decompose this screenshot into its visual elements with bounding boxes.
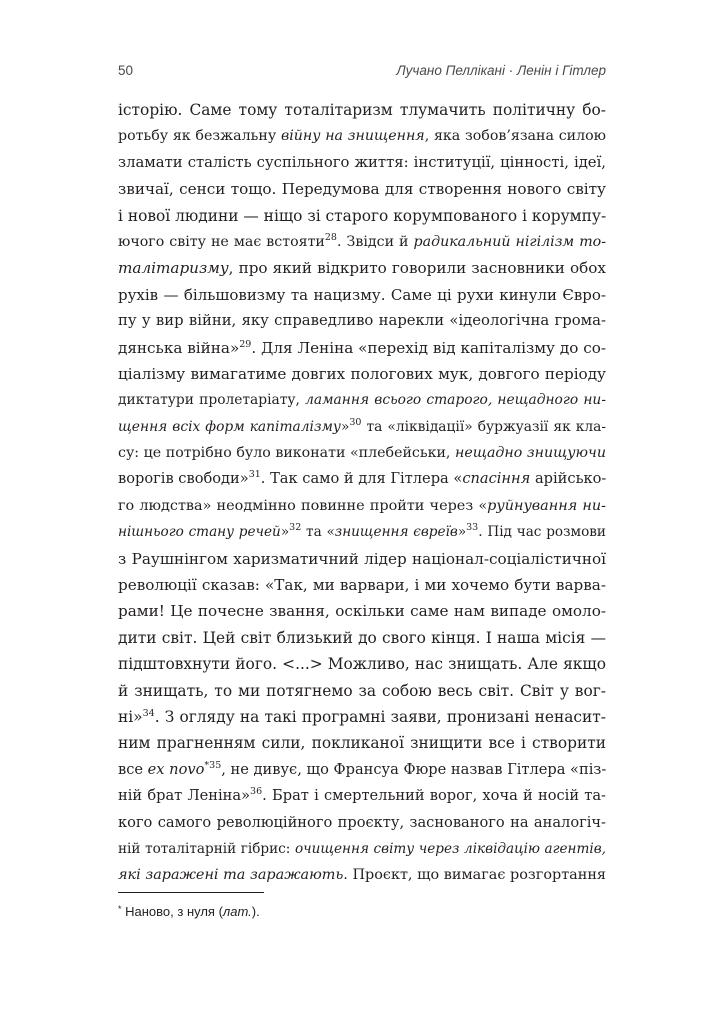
text-line [118,255,606,281]
footnote-reference: 30 [349,416,362,428]
text-line [118,440,606,466]
text-run: ній брат Леніна» [118,787,251,805]
text-line [118,203,606,229]
text-line [118,862,606,888]
text-run: ворогів свободи» [118,470,249,488]
text-run: зламати сталість суспільного життя: інституції, цінності, ідеї, [118,153,606,171]
text-run: . Звідси й [336,233,414,250]
italic-text: ламання всього старого, нещадного ни- [305,392,606,409]
footnote-italic-text: лат. [222,904,252,919]
footnote-reference: 28 [324,231,337,243]
text-run: та «ліквідації» буржуазії як кла- [361,418,606,435]
text-line [118,730,606,756]
text-line [118,704,606,730]
text-line [118,598,606,624]
text-run: , не дивує, що Франсуа Фюре назвав Гітлера «піз- [221,760,607,778]
italic-text: війну на знищення [280,128,425,145]
text-line [118,546,606,572]
italic-text: радикальний нігілізм то- [413,233,607,250]
text-run: арійсько- [530,470,607,488]
text-line [118,493,606,519]
footnote-reference: 34 [142,707,155,719]
text-run: революції сказав: «Так, ми варвари, і ми хочемо бути варва- [118,576,606,595]
text-run: » [340,418,350,435]
text-run: . Для Леніна «перехід від капіталізму до со- [251,338,606,357]
text-run: і нової людини — ніщо зі старого корумпованого і корумпу- [118,206,607,225]
italic-text: нещадно знищуючи [455,445,606,462]
text-line [118,414,606,440]
text-run: . Проєкт, що вимагає розгортання [343,867,606,884]
text-line [118,282,606,308]
text-run: диктатури пролетаріату, [118,392,306,409]
text-run: » [457,524,467,541]
text-line [118,678,606,704]
text-run: рухів — більшовизму та нацизму. Саме ці рухи кинули Євро- [118,285,606,304]
italic-text: очищення світу через ліквідацію агентів, [294,840,606,857]
text-run: та « [301,524,335,541]
text-run: дити світ. Цей світ близький до свого кінця. І наша місія — [118,628,606,647]
text-line [118,123,606,149]
footnote-marker: * [118,904,122,914]
text-run: . Брат і смертельний ворог, хоча й носій та- [262,787,606,805]
text-run: кого самого революційного проєкту, заснованого на аналогіч- [118,813,606,831]
text-line [118,572,606,598]
text-run: й знищать, то ми потягнемо за собою весь світ. Світ у вог- [118,681,606,700]
text-line [118,651,606,677]
footnote-reference: *35 [204,759,222,771]
text-run: . З огляду на такі програмні заяви, пронизані ненасит- [154,707,606,726]
footnote-reference: 33 [466,522,479,534]
text-run: ціалізму вимагатиме довгих пологових мук, довгого періоду [118,364,606,383]
text-line [118,335,606,361]
text-line [118,625,606,651]
footnote-text-end: ). [251,904,260,919]
running-head-author-title: Лучано Пеллікані · Ленін і Гітлер [396,63,606,78]
text-line [118,757,606,783]
text-run: історію. Саме тому тоталітаризм тлумачить політичну бо- [118,101,606,119]
text-line [118,361,606,387]
text-line [118,150,606,176]
text-run: все [118,760,148,778]
text-run: ні» [118,707,143,726]
text-run: . Так само й для Гітлера « [260,470,463,488]
italic-text: спасіння [462,470,531,488]
page-number: 50 [118,63,134,78]
italic-text: знищення євреїв [334,524,458,541]
text-run: , яка зобов’язана силою [424,128,606,145]
footnote-divider [118,892,264,893]
text-run: су: це потрібно було виконати «плебейськи, [118,445,456,462]
text-line [118,97,606,123]
footnote [118,904,260,919]
italic-text: які заражені та заражають [118,867,344,884]
text-run: підштовхнути його. <...> Можливо, нас знищать. Але якщо [118,655,606,674]
text-run: » [280,524,290,541]
italic-text: ex novo [147,760,205,778]
text-line [118,783,606,809]
footnote-reference: 31 [248,469,261,481]
text-run: ючого світу не має встояти [118,233,325,250]
footnote-text: Наново, з нуля ( [121,904,223,919]
text-run: ротьбу як безжальну [118,128,281,145]
text-run: ним прагненням сили, покликаної знищити все і створити [118,734,606,753]
text-run: звичаї, сенси тощо. Передумова для створення нового світу [118,180,606,199]
text-run: , про який відкрито говорили засновники обох [228,259,606,278]
text-line [118,519,606,545]
text-line [118,466,606,492]
body-text [118,97,606,889]
text-run: з Раушнінгом харизматичний лідер націонал-соціалістичної [118,549,606,568]
italic-text: щення всіх форм капіталізму [118,418,341,435]
text-run: ній тоталітарній гібрис: [118,840,295,857]
text-line [118,836,606,862]
italic-text: нішнього стану речей [118,524,281,541]
text-run: рами! Це почесне звання, оскільки саме нам випаде омоло- [118,602,606,621]
footnote-reference: 36 [250,786,263,798]
text-run: дянська війна» [118,338,240,357]
text-run: го людства» неодмінно повинне пройти через « [118,497,488,514]
footnote-reference: 29 [239,338,252,350]
text-line [118,176,606,202]
text-run: пу у вир війни, яку справедливо нарекли «ідеологічна грома- [118,312,606,330]
text-run: . Під час розмови [478,524,606,541]
italic-text: талітаризму [118,259,229,278]
text-line [118,229,606,255]
italic-text: руйнування ни- [487,497,607,514]
text-line [118,810,606,836]
text-line [118,308,606,334]
text-line [118,387,606,413]
running-header [118,63,606,83]
footnote-reference: 32 [289,522,302,534]
